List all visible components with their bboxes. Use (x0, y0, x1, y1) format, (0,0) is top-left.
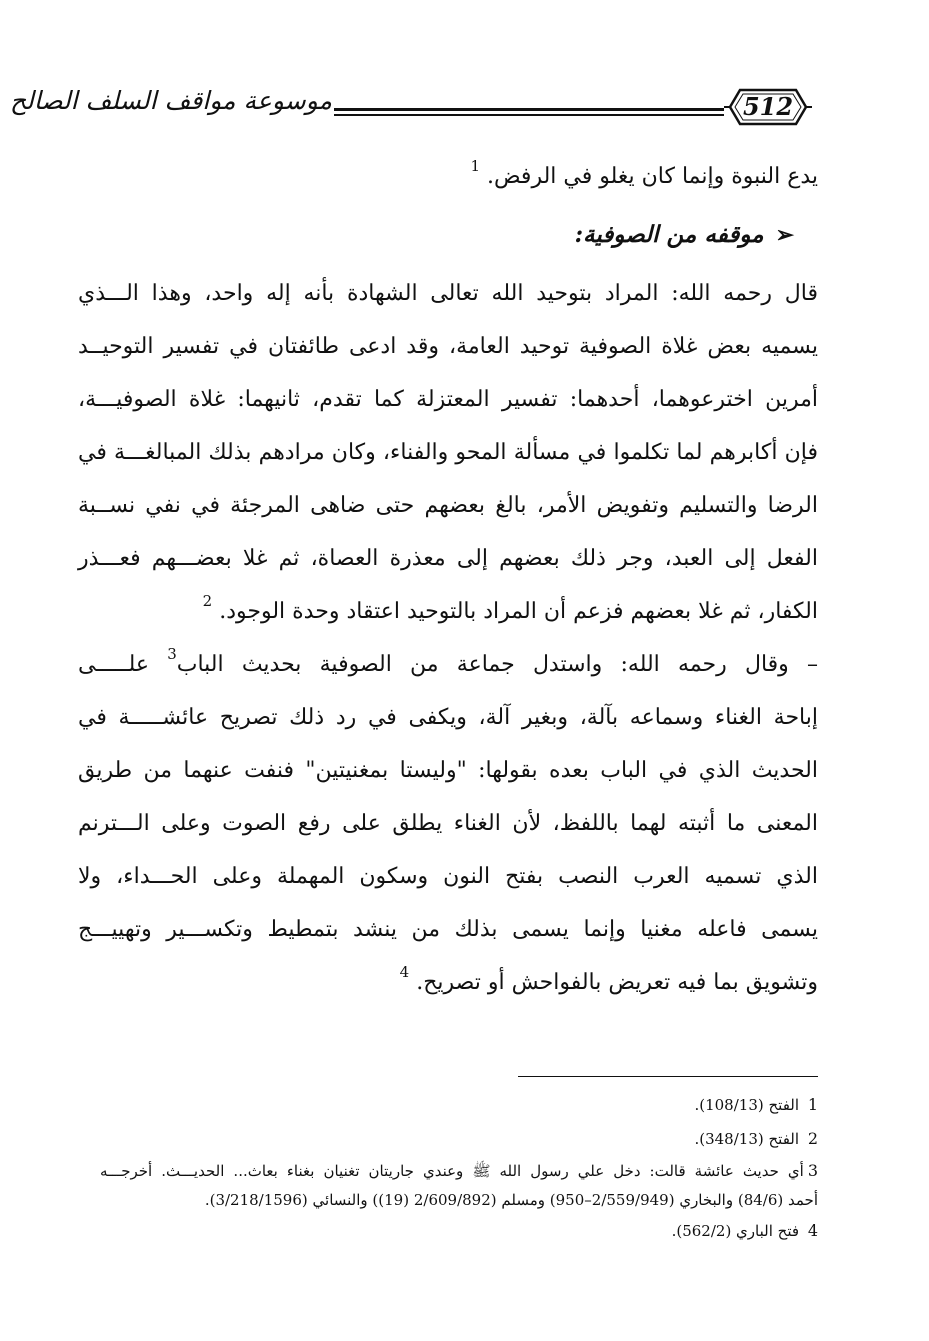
main-text (78, 150, 818, 1009)
text-span: علـــــى (78, 652, 149, 677)
text-line: فإن أكابرهم لما تكلموا في مسألة المحو والفناء، وكان مرادهم بذلك المبالغـــة في (78, 440, 818, 465)
footnote-reference[interactable]: 3 (167, 645, 177, 663)
arrow-bullet-icon: ➢ (775, 222, 794, 248)
footnote-number: 4 (807, 1221, 818, 1240)
text-line (78, 956, 818, 1009)
footnote-text: الفتح (348/13). (694, 1130, 800, 1148)
text-span: وتشويق بما فيه تعريض بالفواحش أو تصريح. (416, 970, 818, 995)
footnotes (100, 1088, 818, 1248)
page-header (9, 80, 824, 136)
text-span (167, 645, 818, 677)
text-line (78, 150, 818, 203)
header-rule (334, 108, 724, 111)
text-line: أمرين اخترعوهما، أحدهما: تفسير المعتزلة كما تقدم، ثانيهما: غلاة الصوفيـــة، (78, 387, 818, 412)
page-number-badge (724, 86, 812, 128)
footnote-item (100, 1122, 818, 1156)
text-span: الكفار، ثم غلا بعضهم فزعم أن المراد بالتوحيد اعتقاد وحدة الوجود. (219, 599, 818, 624)
text-span: – وقال رحمه الله: واستدل جماعة من الصوفية بحديث الباب (176, 652, 818, 677)
footnote-number: 1 (807, 1095, 818, 1114)
section-heading-text: موقفه من الصوفية: (574, 221, 764, 248)
page-number: 512 (742, 92, 794, 121)
footnote-text: أي حديث عائشة قالت: دخل علي رسول الله ﷺ وعندي جاريتان تغنيان بغناء بعاث... الحديـــث. أخرجـــه (100, 1162, 804, 1180)
text-line (78, 585, 818, 638)
text-line: الرضا والتسليم وتفويض الأمر، بالغ بعضهم حتى ضاهى المرجئة في نفي نســبة (78, 493, 818, 518)
footnote-reference[interactable]: 4 (399, 963, 410, 981)
footnote-text: الفتح (108/13). (694, 1096, 800, 1114)
footnote-separator (518, 1076, 818, 1077)
text-line: الفعل إلى العبد، وجر ذلك بعضهم إلى معذرة العصاة، ثم غلا بعضـــهم فعـــذر (78, 546, 818, 571)
text-line: إباحة الغناء وسماعه بآلة، وبغير آلة، ويكفى في رد ذلك تصريح عائشـــــة في (78, 705, 818, 730)
text-line: الحديث الذي في الباب بعده بقولها: "وليستا بمغنيتين" فنفت عنهما من طريق (78, 758, 818, 783)
text-line: الذي تسميه العرب النصب بفتح النون وسكون المهملة وعلى الحـــداء، ولا (78, 864, 818, 889)
text-line: يسميه بعض غلاة الصوفية توحيد العامة، وقد ادعى طائفتان في تفسير التوحيــد (78, 334, 818, 359)
section-heading (78, 203, 818, 267)
series-title: موسوعة مواقف السلف الصالح (9, 86, 332, 115)
text-line: قال رحمه الله: المراد بتوحيد الله تعالى الشهادة بأنه إله واحد، وهذا الـــذي (78, 281, 818, 306)
footnote-item (100, 1088, 818, 1122)
text-line (78, 638, 818, 691)
footnote-item (100, 1214, 818, 1248)
footnote-item (100, 1156, 818, 1186)
footnote-continuation: أحمد (84/6) والبخاري (2/559/949–950) ومسلم (2/609/892 (19)) والنسائي (3/218/1596). (204, 1191, 818, 1209)
text-line: يسمى فاعله مغنيا وإنما يسمى بذلك من ينشد بتمطيط وتكســـير وتهييـــج (78, 917, 818, 942)
footnote-text: فتح الباري (562/2). (671, 1222, 800, 1240)
footnote-number: 2 (807, 1129, 818, 1148)
footnote-reference[interactable]: 2 (202, 592, 213, 610)
text-line: المعنى ما أثبته لهما باللفظ، لأن الغناء يطلق على رفع الصوت وعلى الـــترنم (78, 811, 818, 836)
footnote-reference[interactable]: 1 (470, 157, 480, 175)
text-span: يدع النبوة وإنما كان يغلو في الرفض. (486, 164, 818, 189)
footnote-number: 3 (807, 1161, 818, 1180)
